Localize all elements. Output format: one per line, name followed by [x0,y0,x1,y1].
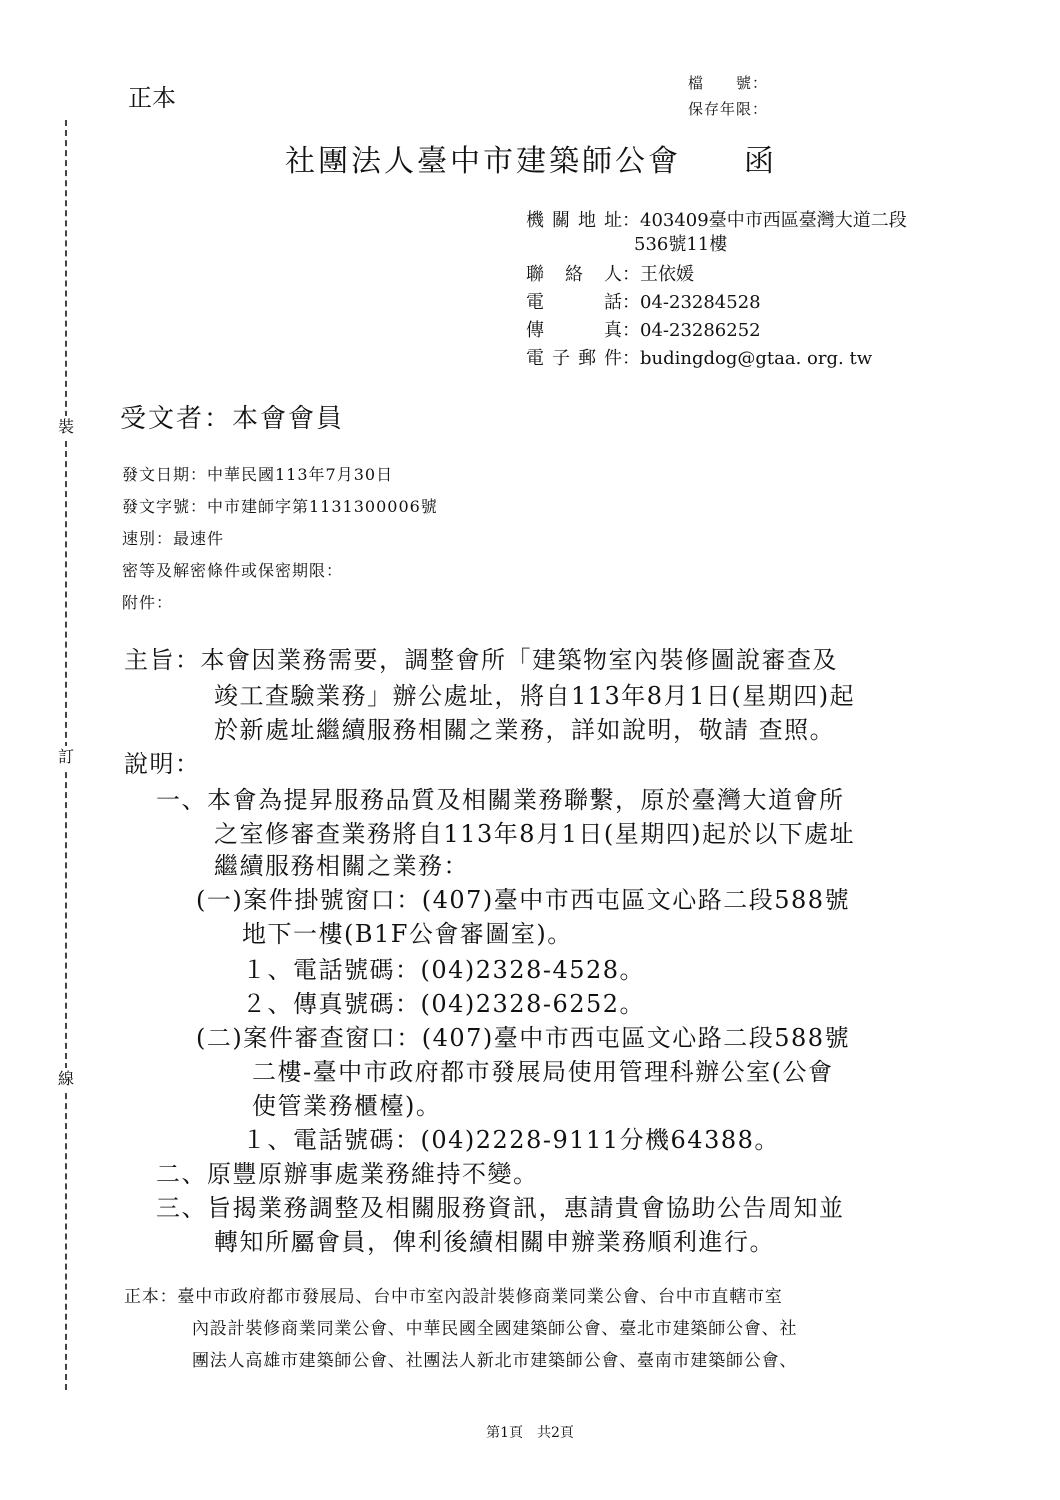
fax-label: 傳 真 [526,320,622,341]
binding-mark-ding: 訂 [57,747,74,766]
urgency-level: 速別：最速件 [122,529,225,548]
org-title: 社團法人臺中市建築師公會 [285,144,681,179]
binding-mark-xian: 線 [57,1069,74,1088]
explanation-item1-line1: 一、本會為提昇服務品質及相關業務聯繫，原於臺灣大道會所 [156,786,845,814]
explanation-sub2-tel: １、電話號碼：(04)2228-9111分機64388。 [242,1126,780,1154]
explanation-sub2-line1: (二)案件審查窗口：(407)臺中市西屯區文心路二段588號 [196,1024,851,1052]
address-line2: 536號11樓 [634,234,728,255]
cc-line-3: 團法人高雄市建築師公會、社團法人新北市建築師公會、臺南市建築師公會、 [192,1351,798,1371]
phone-value: 04-23284528 [640,292,761,313]
binding-mark-zhuang: 裝 [57,417,74,436]
explanation-sub1-fax: ２、傳真號碼：(04)2328-6252。 [242,990,646,1018]
retention-period-label: 保存年限： [688,100,769,118]
page-number: 第1頁 共2頁 [486,1425,574,1441]
explanation-item1-line3: 繼續服務相關之業務： [214,852,469,880]
explanation-heading: 說明： [124,750,201,778]
file-number-label: 檔 號： [688,74,769,92]
explanation-sub1-tel: １、電話號碼：(04)2328-4528。 [242,956,646,984]
subject-line-3: 於新處址繼續服務相關之業務，詳如說明，敬請 查照。 [214,716,836,744]
issue-date: 發文日期：中華民國113年7月30日 [122,465,394,484]
recipient-line: 受文者：本會會員 [120,404,345,434]
explanation-sub2-line2: 二樓-臺中市政府都市發展局使用管理科辦公室(公會 [252,1058,834,1086]
email-value[interactable]: budingdog@gtaa. org. tw [640,348,873,369]
phone-label: 電 話 [526,292,622,313]
explanation-sub2-line3: 使管業務櫃檯)。 [252,1092,442,1120]
contact-value: 王依媛 [640,264,694,285]
sender-phone-row: 電 話：04-23284528 [526,288,761,314]
sender-fax-row: 傳 真：04-23286252 [526,316,761,342]
email-label: 電子郵件 [526,348,622,369]
document-type: 函 [744,144,774,179]
attachment-line: 附件： [122,593,174,612]
sender-contact-row: 聯 絡 人：王依媛 [526,260,694,286]
explanation-item3-line2: 轉知所屬會員，俾利後續相關申辦業務順利進行。 [214,1228,775,1256]
cc-line-2: 內設計裝修商業同業公會、中華民國全國建築師公會、臺北市建築師公會、社 [192,1319,798,1339]
explanation-item3-line1: 三、旨揭業務調整及相關服務資訊，惠請貴會協助公告周知並 [156,1194,845,1222]
address-value: 403409臺中市西區臺灣大道二段 [640,210,907,231]
cc-line-1: 正本：臺中市政府都市發展局、台中市室內設計裝修商業同業公會、台中市直轄市室 [124,1287,783,1307]
contact-label: 聯 絡 人 [526,264,622,285]
subject-line-2: 竣工查驗業務」辦公處址，將自113年8月1日(星期四)起 [214,682,856,710]
explanation-item1-line2: 之室修審查業務將自113年8月1日(星期四)起於以下處址 [214,820,856,848]
sender-email-row: 電子郵件：budingdog@gtaa. org. tw [526,344,872,370]
explanation-sub1-line1: (一)案件掛號窗口：(407)臺中市西屯區文心路二段588號 [196,886,851,914]
explanation-item2: 二、原豐原辦事處業務維持不變。 [156,1160,539,1188]
document-number: 發文字號：中市建師字第1131300006號 [122,497,438,516]
confidentiality-level: 密等及解密條件或保密期限： [122,561,344,580]
address-label: 機關地址 [526,210,622,231]
sender-address-row: 機關地址：403409臺中市西區臺灣大道二段 [526,206,907,232]
explanation-sub1-line2: 地下一樓(B1F公會審圖室)。 [242,920,573,948]
subject-line-1: 主旨：本會因業務需要，調整會所「建築物室內裝修圖說審查及 [124,646,838,674]
fax-value: 04-23286252 [640,320,761,341]
copy-label: 正本 [128,84,176,112]
